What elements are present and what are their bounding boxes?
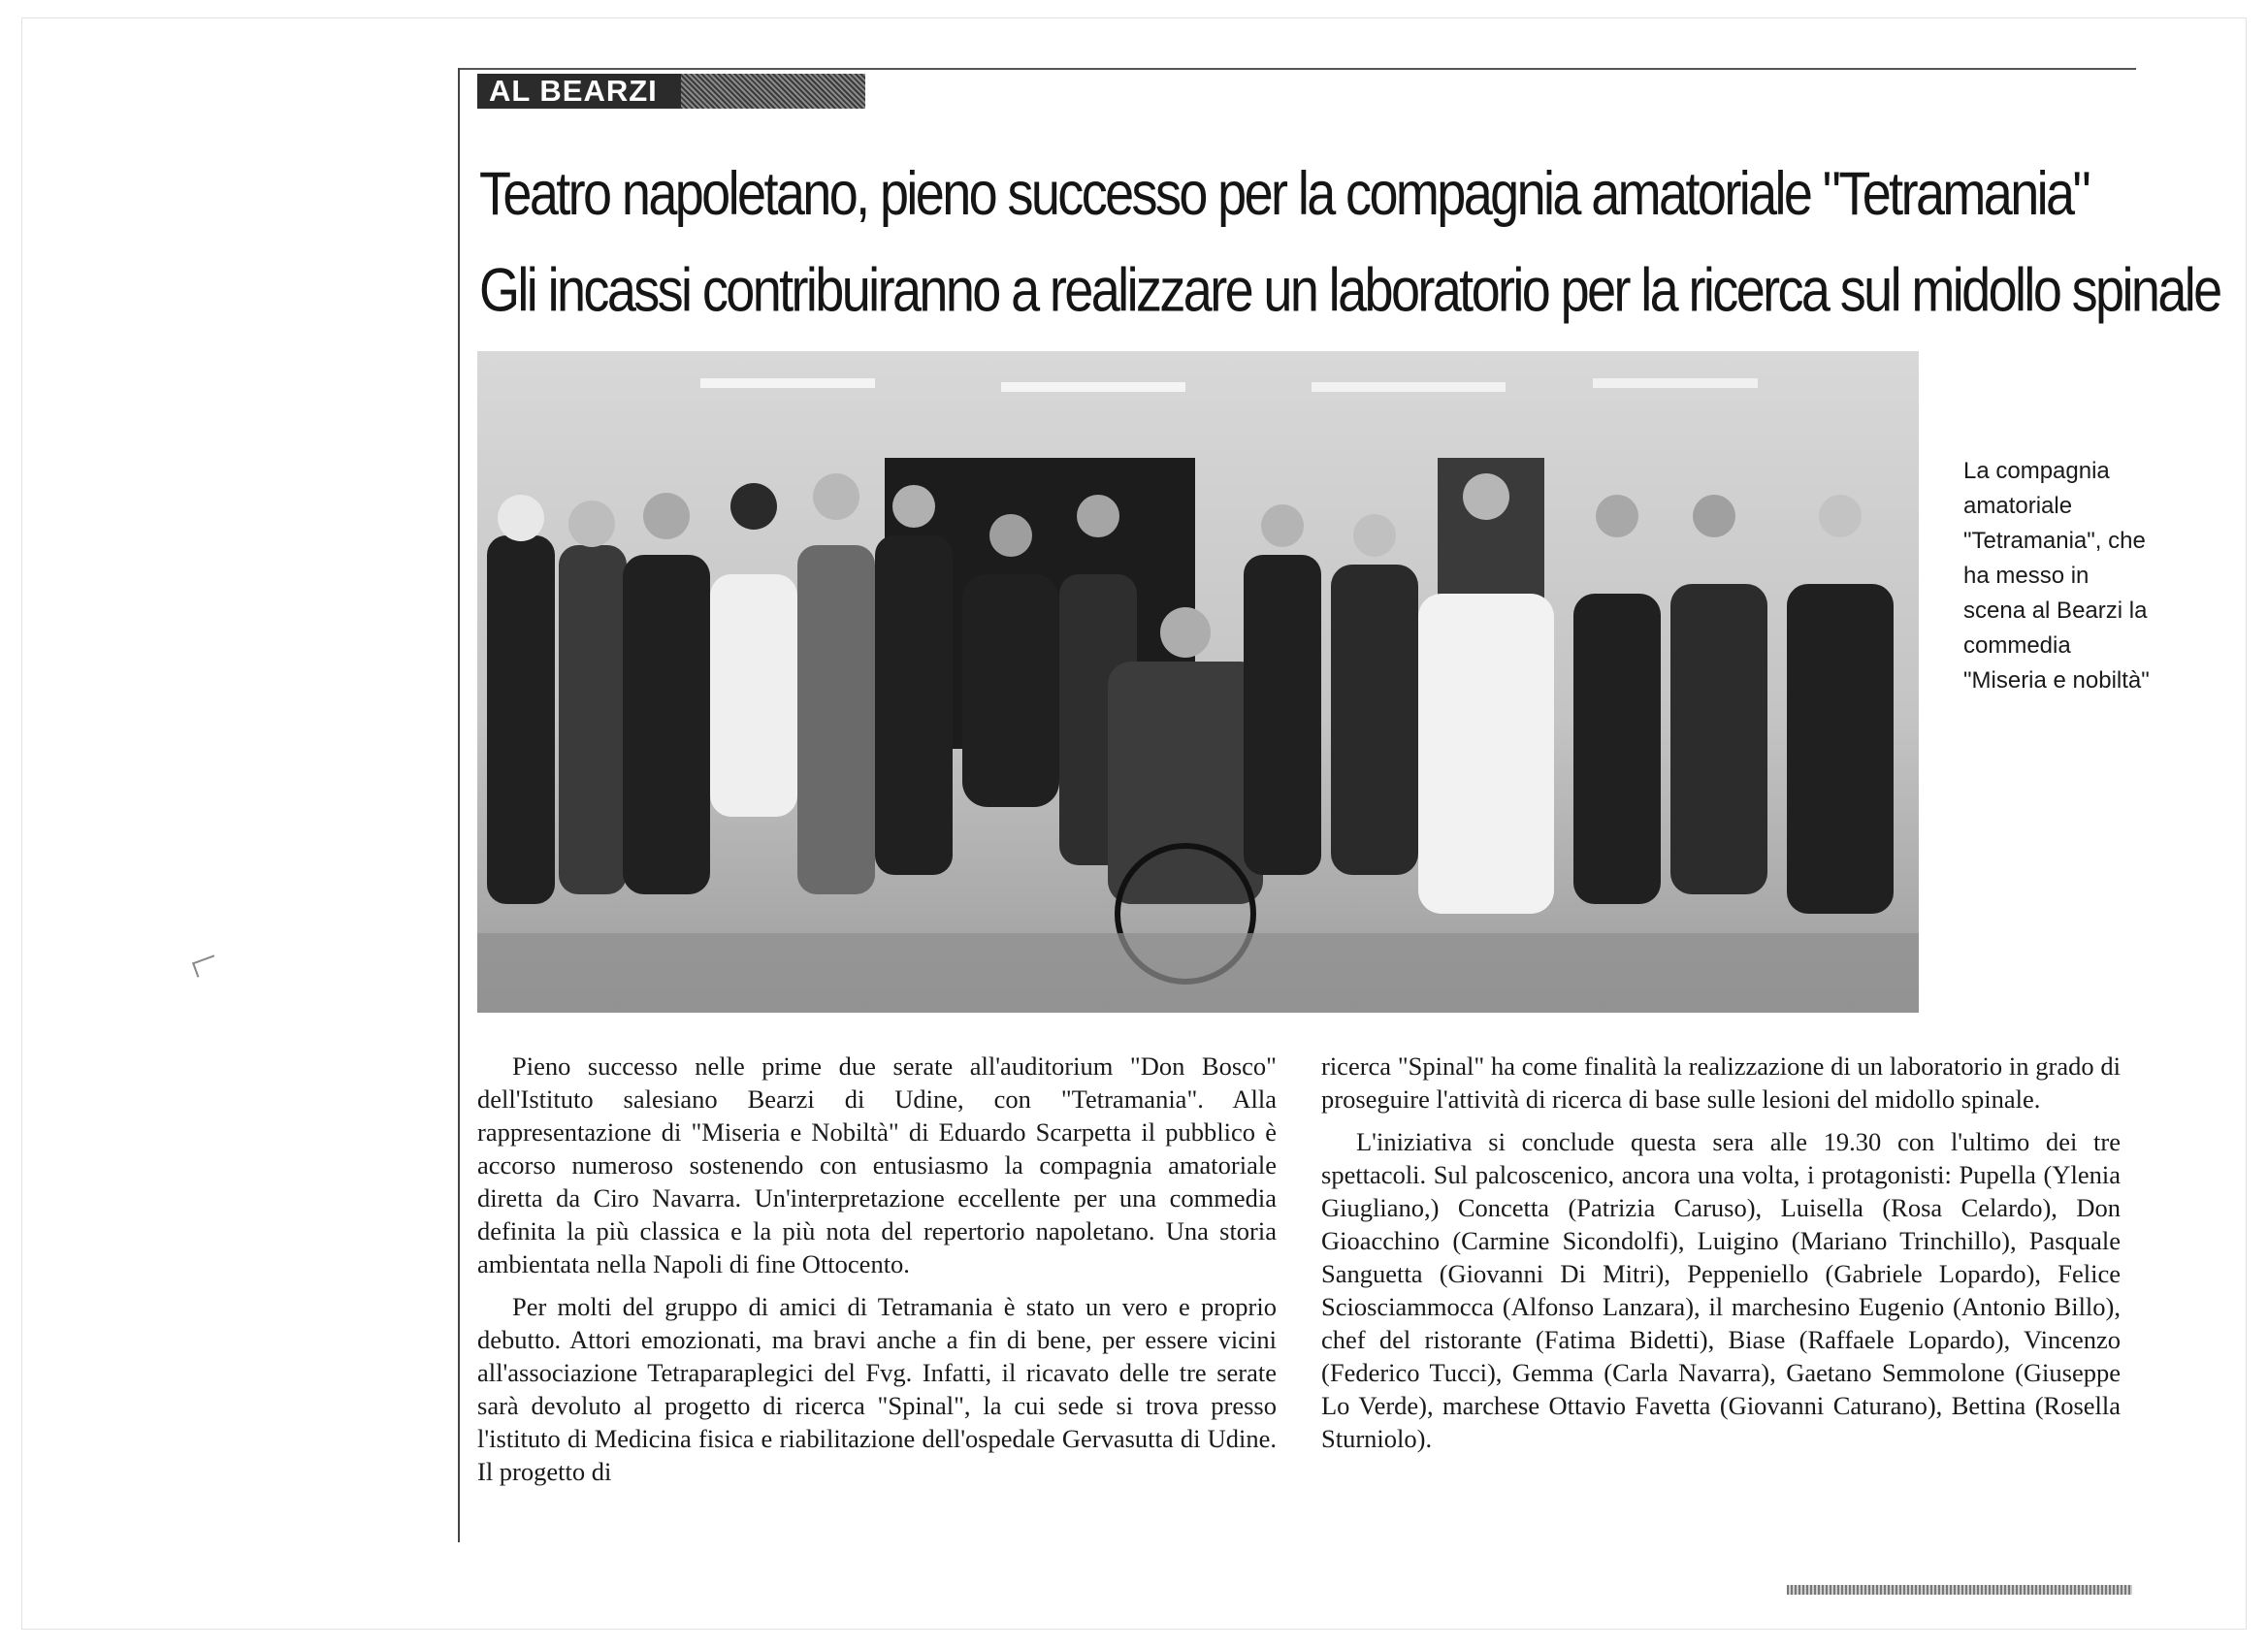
ceiling-light	[1312, 382, 1506, 392]
ceiling-light	[700, 378, 875, 388]
left-column-rule	[458, 68, 460, 1542]
headline-line-2: Gli incassi contribuiranno a realizzare un laboratorio per la ricerca sul midollo spinale	[479, 256, 2220, 325]
kicker-label: AL BEARZI	[477, 74, 681, 109]
article-column-left	[477, 1050, 1277, 1498]
paragraph: L'iniziativa si conclude questa sera alle 19.30 con l'ultimo dei tre spettacoli. Sul palcoscenico, ancora una volta, i protagonisti: Pupella (Ylenia Giugliano,) Concetta (Patrizia Caruso), Luisella (Rosa Celardo), Don Gioacchino (Carmine Sicondolfi), Luigino (Mariano Trinchillo), Pasquale Sanguetta (Giovanni Di Mitri), Peppeniello (Gabriele Lopardo), Felice Sciosciammocca (Alfonso Lanzara), il marchesino Eugenio (Antonio Billo), chef del ristorante (Fatima Bidetti), Biase (Raffaele Lopardo), Vincenzo (Federico Tucci), Gemma (Carla Navarra), Gaetano Semmolone (Giuseppe Lo Verde), marchese Ottavio Favetta (Giovanni Caturano), Bettina (Rosella Sturniolo).	[1321, 1127, 2121, 1453]
ceiling-light	[1593, 378, 1758, 388]
end-of-article-rule	[1787, 1585, 2132, 1595]
paragraph: Pieno successo nelle prime due serate all'auditorium "Don Bosco" dell'Istituto salesiano Bearzi di Udine, con "Tetramania". Alla rappresentazione di "Miseria e Nobiltà" di Eduardo Scarpetta il pubblico è accorso numeroso sostenendo con entusiasmo la compagnia amatoriale diretta da Ciro Navarra. Un'interpretazione eccellente per una commedia definita la più classica e la più nota del repertorio napoletano. Una storia ambientata nella Napoli di fine Ottocento.	[477, 1051, 1277, 1278]
article-column-right	[1321, 1050, 2121, 1465]
headline-line-1: Teatro napoletano, pieno successo per la compagnia amatoriale "Tetramania"	[479, 160, 2090, 228]
top-rule	[458, 68, 2136, 70]
headline	[479, 146, 2220, 340]
photo-caption: La compagnia amatoriale "Tetramania", che ha messo in scena al Bearzi la commedia "Miseria e nobiltà"	[1963, 458, 2150, 694]
stage-photo-graphic	[477, 351, 1919, 1013]
ceiling-light	[1001, 382, 1185, 392]
stage-floor	[477, 933, 1919, 1013]
paragraph: Per molti del gruppo di amici di Tetramania è stato un vero e proprio debutto. Attori emozionati, ma bravi anche a fin di bene, per essere vicini all'associazione Tetraparaplegici del Fvg. Infatti, il ricavato delle tre serate sarà devoluto al progetto di ricerca "Spinal", la cui sede si trova presso l'istituto di Medicina fisica e riabilitazione dell'ospedale Gervasutta di Udine. Il progetto di	[477, 1292, 1277, 1486]
section-kicker	[477, 74, 865, 109]
article-photo	[477, 351, 1919, 1013]
paragraph: ricerca "Spinal" ha come finalità la realizzazione di un laboratorio in grado di proseguire l'attività di ricerca di base sulle lesioni del midollo spinale.	[1321, 1051, 2121, 1114]
